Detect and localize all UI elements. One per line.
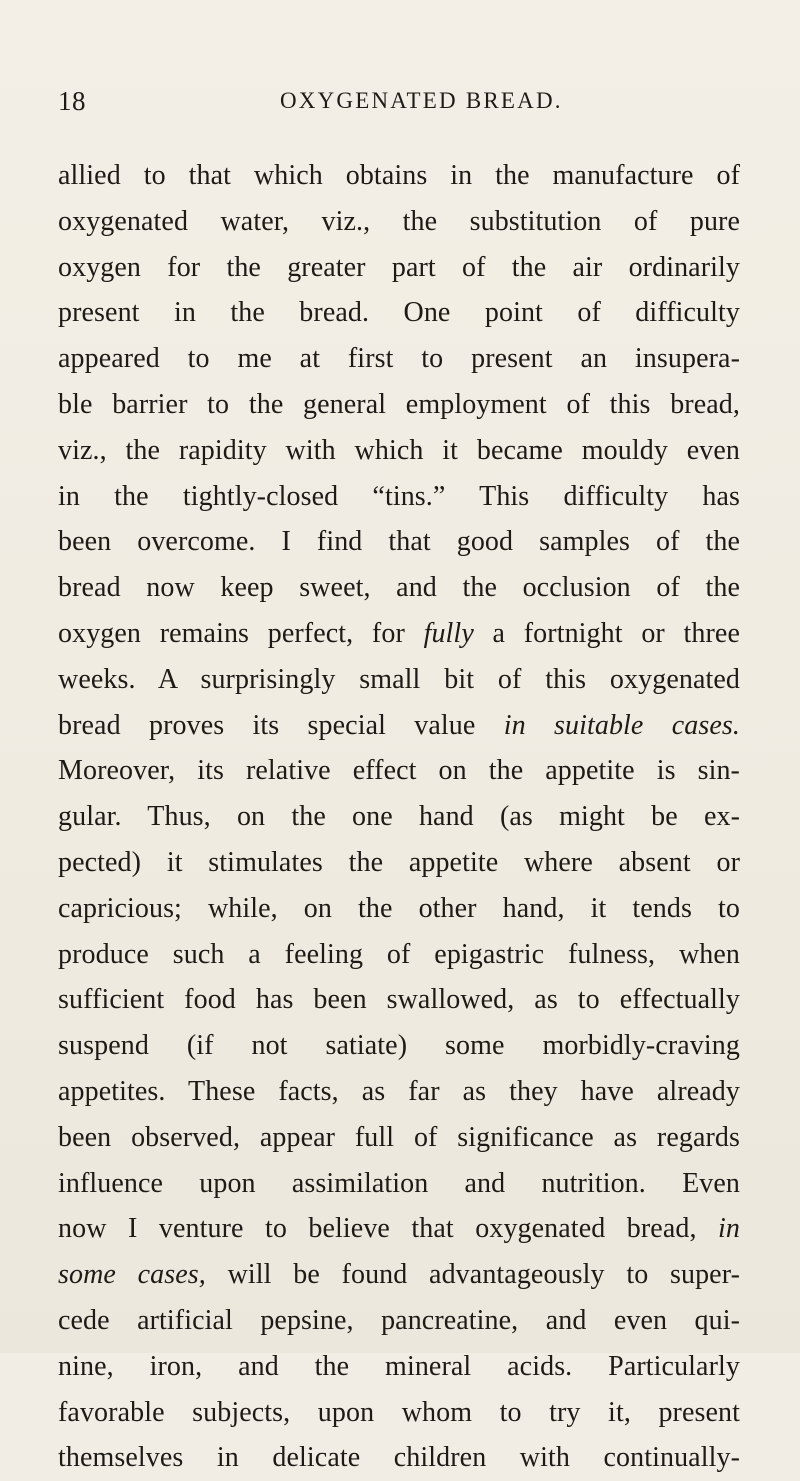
text-line [58,1115,740,1161]
text-line [58,1298,740,1344]
text-segment: cede artificial pepsine, pancreatine, and even qui- [58,1304,740,1336]
text-line [58,1435,740,1481]
text-segment: oxygenated water, viz., the substitution of pure [58,205,740,237]
text-line [58,657,740,703]
text-segment: bread now keep sweet, and the occlusion of the [58,572,740,604]
text-line [58,703,740,749]
text-line [58,245,740,291]
text-line [58,519,740,565]
text-segment: favorable subjects, upon whom to try it, present [58,1396,740,1428]
text-segment: themselves in delicate children with continually- [58,1442,740,1474]
text-segment: suspend (if not satiate) some morbidly-craving [58,1030,740,1062]
text-line [58,428,740,474]
text-line [58,794,740,840]
text-line [58,1023,740,1069]
text-line [58,977,740,1023]
text-segment: will be found advantageously to super- [205,1259,740,1291]
italic-text: in suitable cases. [503,709,740,741]
text-line [58,199,740,245]
text-line [58,290,740,336]
text-segment: bread proves its special value [58,709,504,741]
text-segment: sufficient food has been swallowed, as to effectually [58,984,740,1016]
running-title: OXYGENATED BREAD. [280,88,563,113]
text-line [58,1252,740,1298]
text-segment: pected) it stimulates the appetite where absent or [58,846,740,878]
text-line [58,1390,740,1436]
text-segment: gular. Thus, on the one hand (as might be ex- [58,801,740,833]
text-line [58,886,740,932]
text-segment: appetites. These facts, as far as they have already [58,1075,740,1107]
text-segment: nine, iron, and the mineral acids. Particularly [58,1350,740,1382]
text-line [58,382,740,428]
text-line [58,565,740,611]
text-segment: been observed, appear full of significance as regards [58,1121,740,1153]
text-segment: produce such a feeling of epigastric fulness, when [58,938,740,970]
text-line [58,1344,740,1390]
text-segment: now I venture to believe that oxygenated bread, [58,1213,719,1245]
text-segment: present in the bread. One point of difficulty [58,297,740,329]
text-segment: Moreover, its relative effect on the appetite is sin- [58,755,740,787]
text-segment: oxygen remains perfect, for [58,617,424,649]
text-segment: in the tightly-closed “tins.” This difficulty has [58,480,740,512]
text-segment: weeks. A surprisingly small bit of this oxygenated [58,663,740,695]
text-line [58,748,740,794]
text-segment: influence upon assimilation and nutrition. Even [58,1167,740,1199]
italic-text: fully [423,617,474,649]
text-line [58,153,740,199]
text-segment: ble barrier to the general employment of this bread, [58,388,740,420]
text-line [58,611,740,657]
text-segment: appeared to me at first to present an insupera- [58,343,740,375]
page-number: 18 [58,86,86,116]
text-segment: capricious; while, on the other hand, it tends to [58,892,740,924]
running-head [58,86,740,120]
text-line [58,474,740,520]
text-line [58,336,740,382]
text-segment: viz., the rapidity with which it became mouldy even [58,434,740,466]
italic-text: some cases, [58,1259,206,1291]
text-line [58,1069,740,1115]
text-segment: oxygen for the greater part of the air ordinarily [58,251,740,283]
text-line [58,932,740,978]
text-segment: been overcome. I find that good samples of the [58,526,740,558]
body-paragraph [58,153,740,1481]
text-line [58,1206,740,1252]
italic-text: in [718,1213,740,1245]
text-line [58,840,740,886]
text-segment: a fortnight or three [473,617,740,649]
text-segment: allied to that which obtains in the manufacture of [58,160,740,191]
text-line [58,1161,740,1207]
